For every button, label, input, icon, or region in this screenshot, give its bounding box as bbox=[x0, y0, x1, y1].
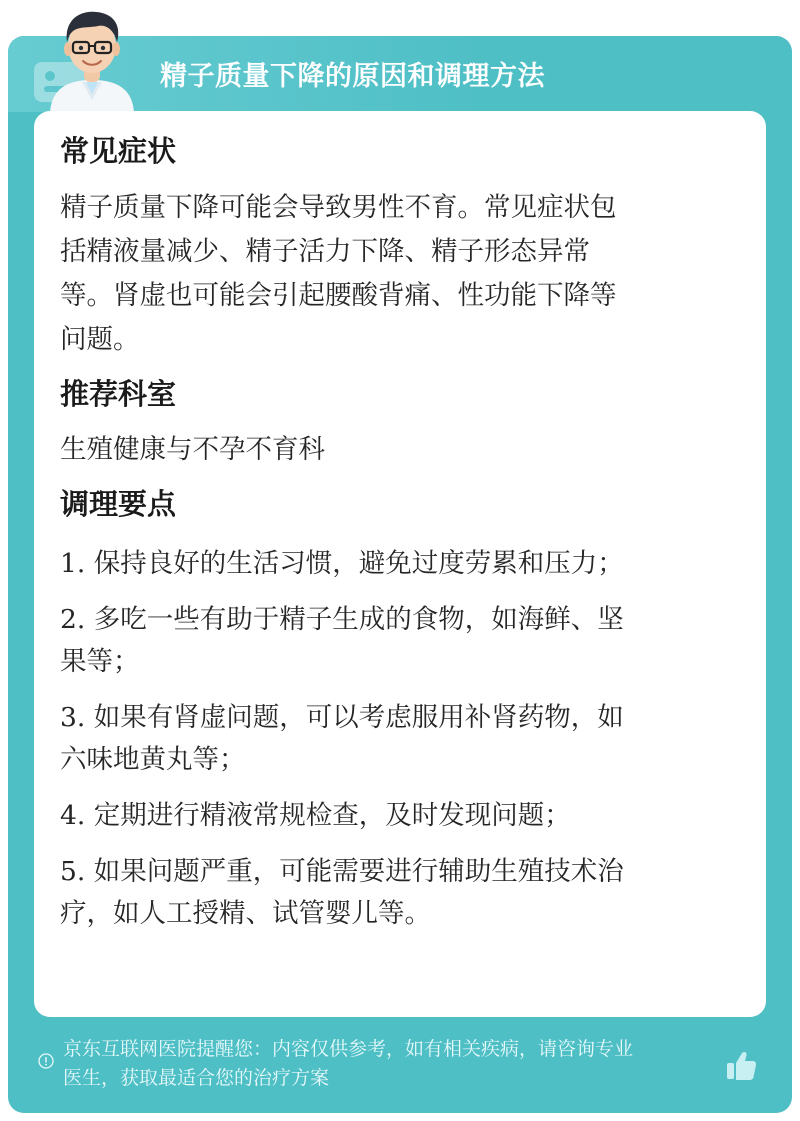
doctor-avatar bbox=[42, 4, 142, 112]
info-icon bbox=[38, 1053, 54, 1069]
list-item bbox=[60, 543, 730, 585]
list-item-text: 六味地黄丸等； bbox=[60, 743, 246, 775]
content-body bbox=[60, 131, 730, 949]
list-item-number: 1. bbox=[60, 547, 86, 579]
list-item-number: 5. bbox=[60, 855, 86, 887]
list-item bbox=[60, 697, 730, 781]
list-item bbox=[60, 851, 730, 935]
list-item-number: 4. bbox=[60, 799, 86, 831]
content-card bbox=[34, 111, 766, 1017]
thumbs-up-icon[interactable] bbox=[724, 1049, 758, 1083]
symptoms-line-3: 等。肾虚也可能会引起腰酸背痛、性功能下降等 bbox=[60, 279, 617, 311]
list-item-text: 保持良好的生活习惯，避免过度劳累和压力； bbox=[93, 547, 624, 579]
symptoms-text bbox=[60, 186, 730, 362]
care-heading: 调理要点 bbox=[60, 487, 177, 522]
disclaimer-line-1: 京东互联网医院提醒您：内容仅供参考，如有相关疾病，请咨询专业 bbox=[63, 1038, 634, 1060]
symptoms-line-1: 精子质量下降可能会导致男性不育。常见症状包 bbox=[60, 191, 617, 223]
list-item bbox=[60, 795, 730, 837]
list-item-number: 2. bbox=[60, 603, 86, 635]
list-item-text: 疗，如人工授精、试管婴儿等。 bbox=[60, 897, 431, 929]
disclaimer-footer bbox=[8, 1031, 792, 1113]
symptoms-heading: 常见症状 bbox=[60, 134, 177, 168]
symptoms-line-4: 问题。 bbox=[60, 323, 140, 355]
care-list bbox=[60, 543, 730, 935]
department-text: 生殖健康与不孕不育科 bbox=[60, 434, 325, 466]
department-heading: 推荐科室 bbox=[60, 376, 177, 411]
symptoms-line-2: 括精液量减少、精子活力下降、精子形态异常 bbox=[60, 235, 590, 267]
list-item-text: 定期进行精液常规检查，及时发现问题； bbox=[93, 799, 571, 831]
list-item-number: 3. bbox=[60, 701, 86, 733]
page-title: 精子质量下降的原因和调理方法 bbox=[160, 61, 545, 92]
disclaimer-line-2: 医生，获取最适合您的治疗方案 bbox=[63, 1067, 330, 1089]
list-item bbox=[60, 599, 730, 683]
list-item-text: 如果问题严重，可能需要进行辅助生殖技术治 bbox=[93, 855, 624, 887]
list-item-text: 多吃一些有助于精子生成的食物，如海鲜、坚 bbox=[93, 603, 624, 635]
disclaimer-text bbox=[63, 1035, 728, 1093]
list-item-text: 果等； bbox=[60, 645, 140, 677]
list-item-text: 如果有肾虚问题，可以考虑服用补肾药物，如 bbox=[93, 701, 624, 733]
